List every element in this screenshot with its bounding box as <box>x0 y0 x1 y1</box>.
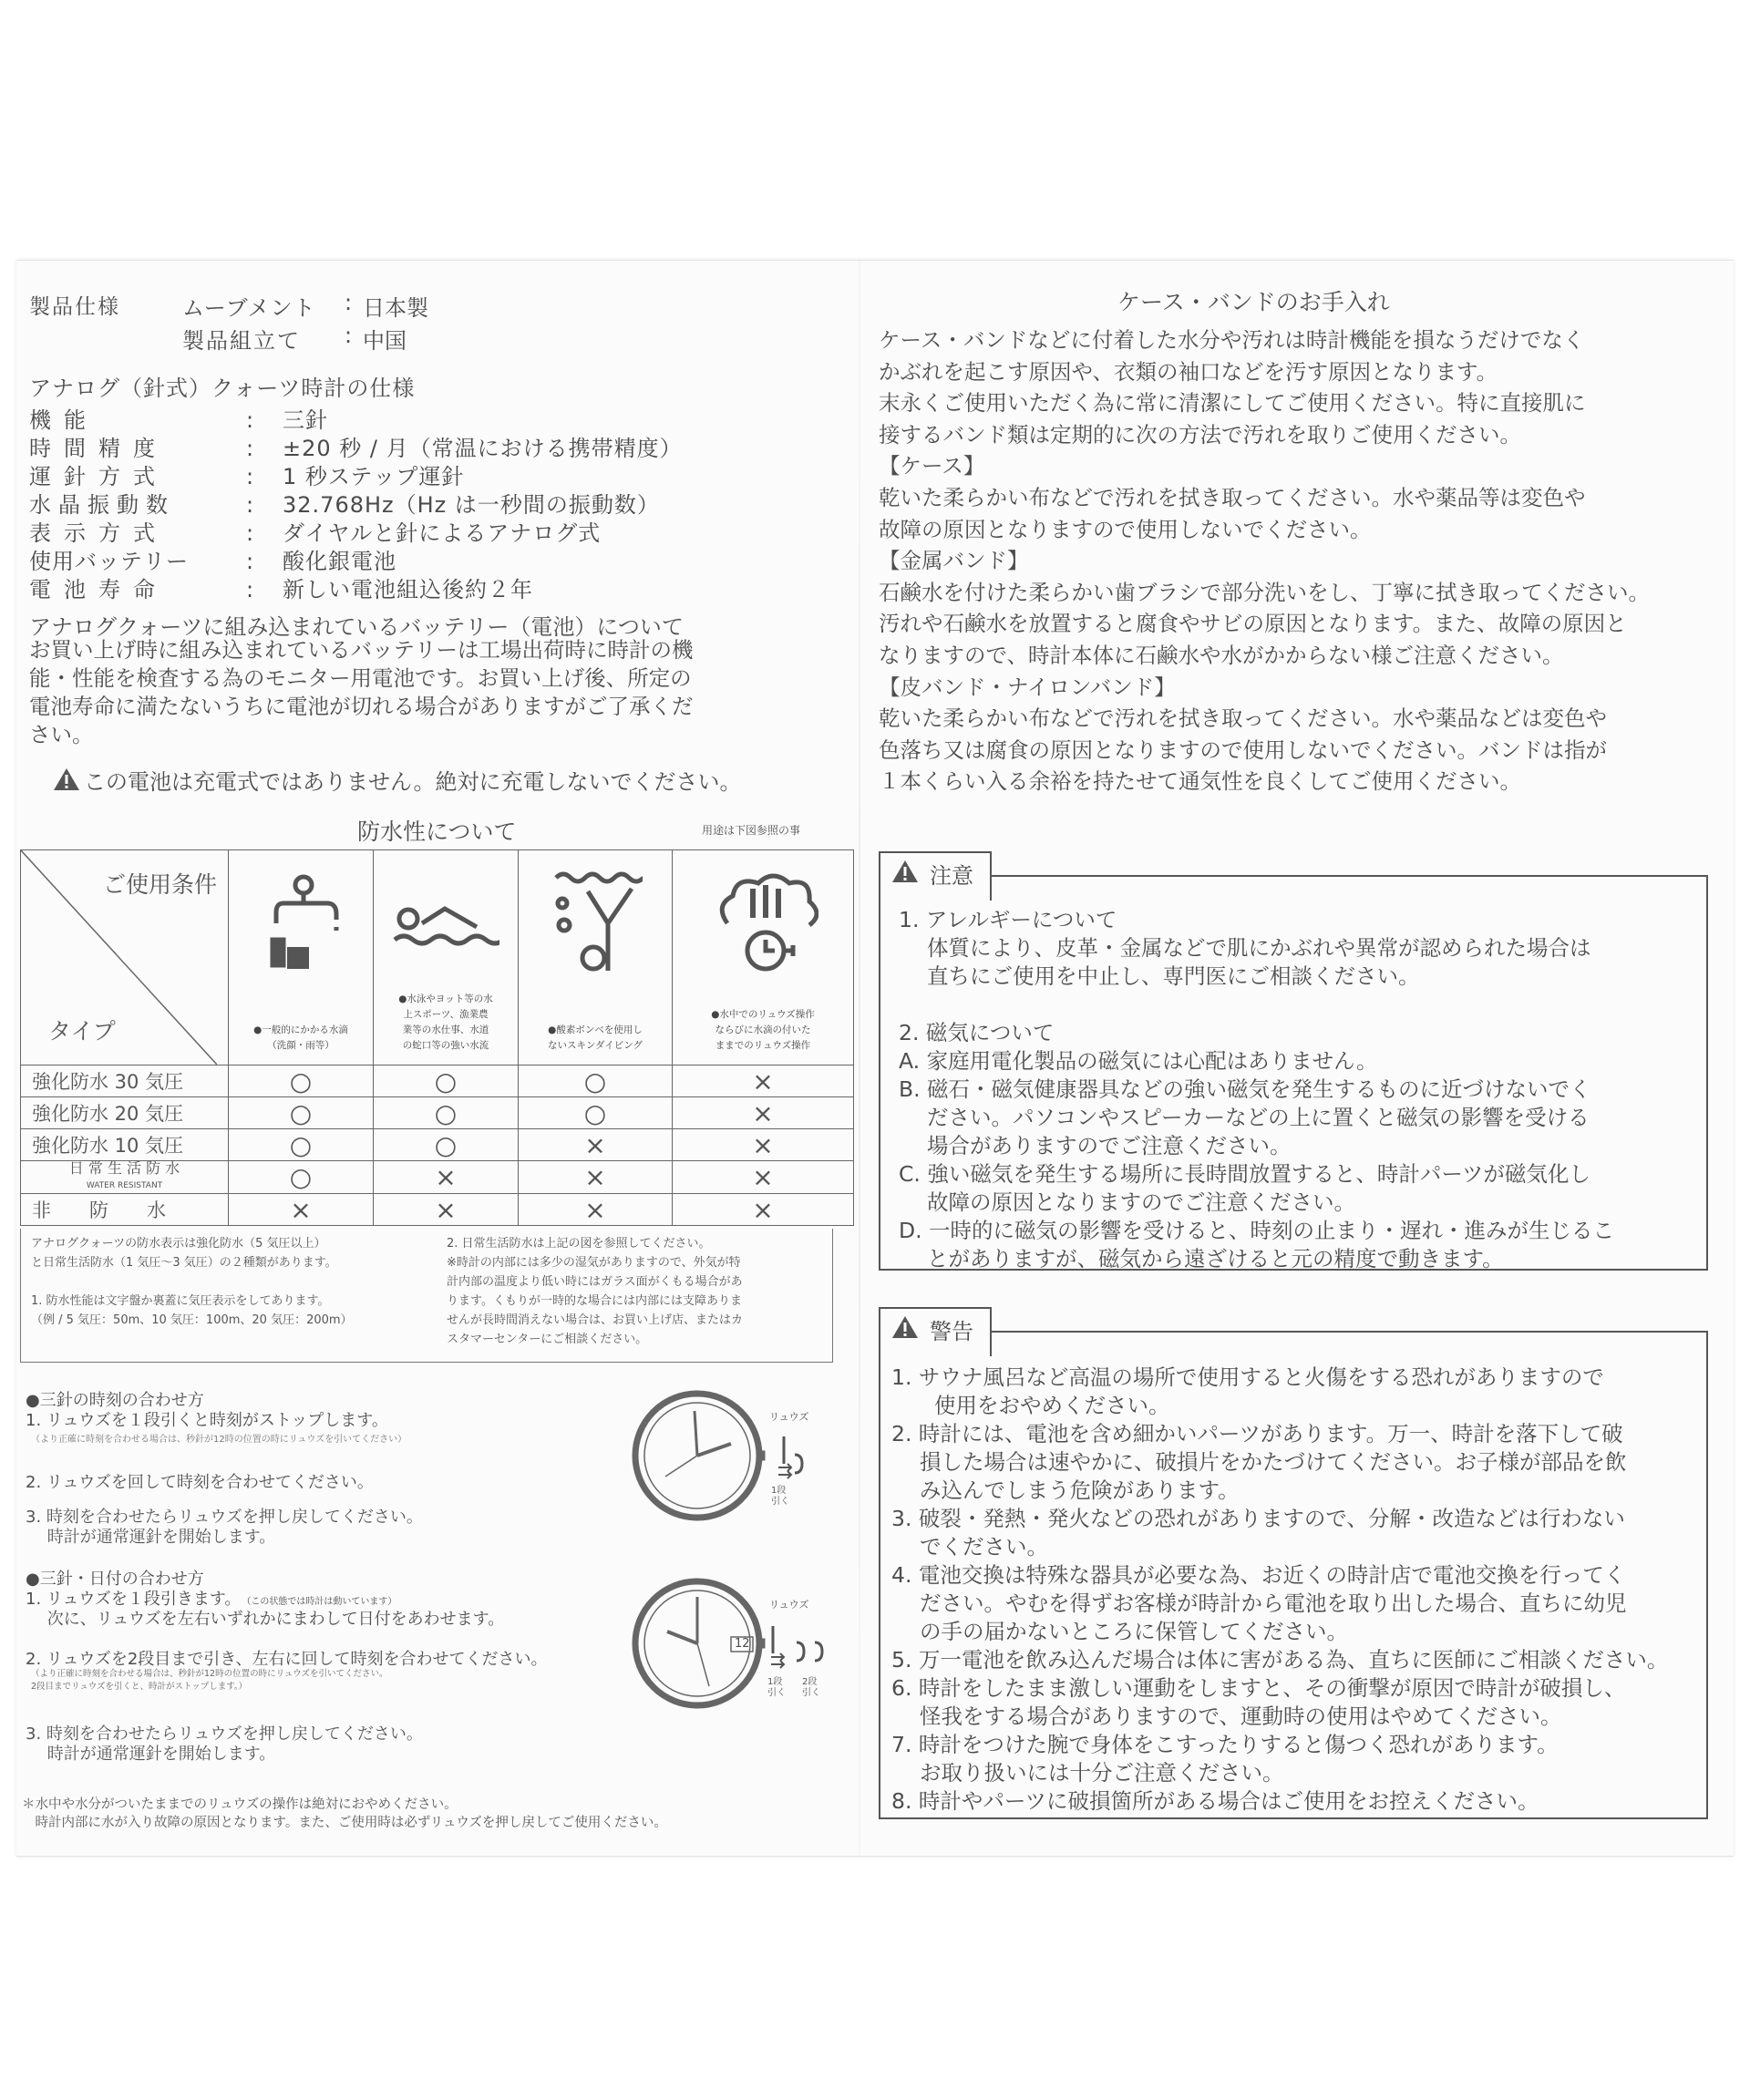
mark-cell: ○ <box>229 1097 374 1129</box>
battery-note-title: アナログクォーツに組み込まれているバッテリー（電池）について <box>29 614 684 640</box>
header-cell <box>229 850 374 1065</box>
movement-value: 日本製 <box>363 295 428 321</box>
mark-cell: × <box>673 1097 854 1129</box>
assembly-label: 製品組立て <box>182 328 301 354</box>
crown-pull-icon <box>769 1617 842 1675</box>
condition-caption: ●水中でのリュウズ操作 ならびに水滴の付いた ままでのリュウズ操作 <box>711 1009 815 1051</box>
crown-footnote: ＊水中や水分がついたままでのリュウズの操作は絶対におやめください。 時計内部に水が入り故障の原因となります。また、ご使用時は必ずリュウズを押し戻してご使用ください。 <box>22 1797 667 1830</box>
clock-diagram-1 <box>629 1387 766 1528</box>
mark-cell: × <box>673 1194 854 1226</box>
sheet-fold <box>859 260 860 1855</box>
spec-label: 製品仕様 <box>29 295 120 319</box>
header-condition: ご使用条件 <box>102 871 217 898</box>
condition-caption: ●水泳やヨット等の水 上スポーツ、漁業農 業等の水仕事、水道 の蛇口等の強い水流 <box>398 993 493 1051</box>
water-title: 防水性について <box>357 818 517 845</box>
mark-cell: × <box>519 1194 673 1226</box>
colon: : <box>345 290 353 315</box>
set-date-step1-note: （この状態では時計は動いています） <box>246 1597 397 1607</box>
pull-two-steps: 2段 引く <box>802 1677 820 1698</box>
spec-row: 運針方式 : 1 秒ステップ運針 <box>29 458 464 490</box>
type-label: 非 防 水 <box>21 1194 229 1226</box>
type-label: 強化防水 30 気圧 <box>21 1065 229 1097</box>
mark-cell: ○ <box>229 1129 374 1161</box>
set-date-step1-main: 1. リュウズを１段引きます。 <box>26 1590 242 1609</box>
mark-cell: × <box>519 1161 673 1194</box>
mark-cell: × <box>673 1065 854 1097</box>
water-notes-left: アナログクォーツの防水表示は強化防水（5 気圧以上） と日常生活防水（1 気圧〜3 気圧）の２種類があります。 1. 防水性能は文字盤か裏蓋に気圧表示をしてあります。 （例 / 5 気圧：50m、10 気圧：100m、20 気圧：200m） <box>31 1237 353 1327</box>
mark-cell: ○ <box>229 1065 374 1097</box>
mark-cell: × <box>374 1161 519 1194</box>
table-row <box>21 1097 854 1129</box>
table-row <box>21 1194 854 1226</box>
battery-warning-text: この電池は充電式ではありません。絶対に充電しないでください。 <box>84 769 742 795</box>
pull-one-step: 1段 引く <box>771 1486 789 1507</box>
set-date-step3: 3. 時刻を合わせたらリュウズを押し戻してください。 時計が通常運針を開始します。 <box>26 1724 423 1764</box>
crown-label: リュウズ <box>769 1599 809 1611</box>
spec-row: 時間精度 : ±20 秒 / 月（常温における携帯精度） <box>29 430 683 462</box>
spec-key: 表示方式 <box>29 520 168 546</box>
header-cell <box>519 850 673 1065</box>
set-time-title: ●三針の時刻の合わせ方 <box>26 1391 204 1410</box>
assembly-value: 中国 <box>363 328 407 354</box>
mark-cell: × <box>374 1194 519 1226</box>
warning-icon <box>53 767 80 797</box>
spec-key: 時間精度 <box>29 436 168 461</box>
set-date-title: ●三針・日付の合わせ方 <box>26 1570 204 1589</box>
type-label-sub: WATER RESISTANT <box>86 1181 163 1190</box>
warning-icon <box>891 1309 919 1354</box>
set-date-step2: 2. リュウズを2段目まで引き、左右に回して時刻を合わせてください。 <box>26 1650 548 1669</box>
table-row <box>21 1129 854 1161</box>
date-window: 12 <box>735 1637 750 1651</box>
battery-warning <box>53 764 741 797</box>
warning-icon <box>891 853 919 899</box>
swimmer-icon <box>390 896 499 954</box>
set-time-step2: 2. リュウズを回して時刻を合わせてください。 <box>26 1473 374 1492</box>
caution-body: 1. アレルギーについて 体質により、皮革・金属などで肌にかぶれや異常が認められた場合は 直ちにご使用を中止し、専門医にご相談ください。 2. 磁気について A. 家庭用電化製品の磁気には心配はありません。 B. 磁石・磁気健康器具などの強い磁気を発生するものに近づけないでく ださい。パソコンやスピーカーなどの上に置くと磁気の影響を受ける 場合がありますのでご注意ください。 C. 強い磁気を発生する場所に長時間放置すると、時計パーツが磁気化し 故障の原因となりますのでご注意ください。 D. 一時的に磁気の影響を受けると、時刻の止まり・遅れ・進みが生じるこ とがありますが、磁気から遠ざけると元の精度で動きます。 <box>899 907 1615 1271</box>
mark-cell: ○ <box>374 1097 519 1129</box>
condition-caption: ●酸素ボンベを使用し ないスキンダイビング <box>547 1024 643 1051</box>
spec-value: ダイヤルと針によるアナログ式 <box>283 520 602 546</box>
care-body: ケース・バンドなどに付着した水分や汚れは時計機能を損なうだけでなく かぶれを起こす原因や、衣類の袖口などを汚す原因となります。 末永くご使用いただく為に常に清潔にしてご使用ください。特に直接肌に 接するバンド類は定期的に次の方法で汚れを取りご使用ください。 【ケース】 乾いた柔らかい布などで汚れを拭き取ってください。水や薬品等は変色や 故障の原因となりますので使用しないでください。 【金属バンド】 石鹸水を付けた柔らかい歯ブラシで部分洗いをし、丁寧に拭き取ってください。 汚れや石鹸水を放置すると腐食やサビの原因となります。また、故障の原因と なりますので、時計本体に石鹸水や水がかからない様ご注意ください。 【皮バンド・ナイロンバンド】 乾いた柔らかい布などで汚れを拭き取ってください。水や薬品などは変色や 色落ち又は腐食の原因となりますので使用しないでください。バンドは指が １本くらい入る余裕を持たせて通気性を良くしてご使用ください。 <box>879 327 1650 795</box>
set-time-step3: 3. 時刻を合わせたらリュウズを押し戻してください。 時計が通常運針を開始します。 <box>26 1508 423 1547</box>
mark-cell: ○ <box>519 1065 673 1097</box>
set-date-step1b: 次に、リュウズを左右いずれかにまわして日付をあわせます。 <box>26 1610 505 1629</box>
water-note: 用途は下図参照の事 <box>702 824 801 837</box>
pull-one-step: 1段 引く <box>767 1677 786 1698</box>
spec-value: 三針 <box>283 407 328 433</box>
mark-cell: × <box>519 1129 673 1161</box>
spec-key: 運針方式 <box>29 464 168 489</box>
type-label <box>21 1161 229 1194</box>
set-time-step1: 1. リュウズを１段引くと時刻がストップします。 <box>26 1411 388 1430</box>
diver-icon <box>551 869 643 982</box>
type-label: 強化防水 10 気圧 <box>21 1129 229 1161</box>
spec-value: 新しい電池組込後約２年 <box>283 577 533 602</box>
warning-tab <box>879 1307 992 1356</box>
type-label-main: 日 常 生 活 防 水 <box>68 1159 180 1177</box>
spec-value: 32.768Hz（Hz は一秒間の振動数） <box>283 492 660 518</box>
header-cell <box>374 850 519 1065</box>
colon: : <box>345 323 353 348</box>
type-label: 強化防水 20 気圧 <box>21 1097 229 1129</box>
underwater-crown-icon <box>709 869 818 982</box>
condition-caption: ●一般的にかかる水滴 （洗顔・雨等） <box>253 1024 348 1051</box>
spec-row: 電池寿命 : 新しい電池組込後約２年 <box>29 571 533 603</box>
caution-title: 注意 <box>930 863 973 889</box>
mark-cell: × <box>673 1161 854 1194</box>
mark-cell: ○ <box>229 1161 374 1194</box>
crown-pull-icon <box>777 1427 813 1486</box>
table-header-row <box>21 850 854 1065</box>
spec-key: 電池寿命 <box>29 577 168 602</box>
care-title: ケース・バンドのお手入れ <box>1117 289 1390 315</box>
warning-title: 警告 <box>930 1319 973 1344</box>
header-type: タイプ <box>48 1018 116 1045</box>
spec-value: 1 秒ステップ運針 <box>283 464 465 489</box>
crown-label: リュウズ <box>769 1411 809 1423</box>
mark-cell: × <box>229 1194 374 1226</box>
table-row <box>21 1161 854 1194</box>
spec-row: 機能 : 三針 <box>29 402 328 434</box>
mark-cell: × <box>673 1129 854 1161</box>
battery-note-body: お買い上げ時に組み込まれているバッテリーは工場出荷時に時計の機 能・性能を検査する為のモニター用電池です。お買い上げ後、所定の 電池寿命に満たないうちに電池が切れる場合がありますがご了承くだ さい。 <box>29 637 694 747</box>
spec-key: 使用バッテリー <box>29 549 189 574</box>
warning-body: 1. サウナ風呂など高温の場所で使用すると火傷をする恐れがありますので 使用をおやめください。 2. 時計には、電池を含め細かいパーツがあります。万一、時計を落下して破 損した場合は速やかに、破損片をかたづけてください。お子様が部品を飲 み込んでしまう危険があります。 3. 破裂・発熱・発火などの恐れがありますので、分解・改造などは行わない でください。 4. 電池交換は特殊な器具が必要な為、お近くの時計店で電池交換を行ってく ださい。やむを得ずお客様が時計から電池を取り出した場合、直ちに幼児 の手の届かないところに保管してください。 5. 万一電池を飲み込んだ場合は体に害がある為、直ちに医師にご相談ください。 6. 時計をしたまま激しい運動をしますと、その衝撃が原因で時計が破損し、 怪我をする場合がありますので、運動時の使用はやめてください。 7. 時計をつけた腕で身体をこすったりすると傷つく恐れがあります。 お取り扱いには十分ご注意ください。 8. 時計やパーツに破損箇所がある場合はご使用をお控えください。 <box>891 1364 1669 1814</box>
spec-key: 機能 <box>29 407 98 433</box>
header-cell <box>673 850 854 1065</box>
table-row <box>21 1065 854 1097</box>
set-time-step1-note: （より正確に時刻を合わせる場合は、秒針が12時の位置の時にリュウズを引いてください） <box>31 1435 407 1445</box>
spec-row: 水晶振動数 : 32.768Hz（Hz は一秒間の振動数） <box>29 487 660 519</box>
mark-cell: ○ <box>374 1129 519 1161</box>
movement-label: ムーブメント <box>182 295 316 321</box>
analog-spec-title: アナログ（針式）クォーツ時計の仕様 <box>29 376 416 401</box>
spec-key: 水晶振動数 <box>29 492 175 518</box>
spec-value: 酸化銀電池 <box>283 549 396 574</box>
mark-cell: ○ <box>374 1065 519 1097</box>
caution-tab <box>879 851 992 901</box>
faucet-icon <box>256 869 347 982</box>
set-date-step2-note: （より正確に時刻を合わせる場合は、秒針が12時の位置の時にリュウズを引いてください。 2段目までリュウズを引くと、時計がストップします。） <box>31 1669 388 1692</box>
water-resistance-table <box>20 849 854 1226</box>
spec-value: ±20 秒 / 月（常温における携帯精度） <box>283 436 683 461</box>
water-notes-right: 2. 日常生活防水は上記の図を参照してください。 ※時計の内部には多少の湿気がありますので、外気が特 計内部の温度より低い時にはガラス面がくもる場合があ ります。くもりが一時的な場合には内部には支障ありま せんが長時間消えない場合は、お買い上げ店、またはカ スタマーセンターにご相談ください。 <box>447 1237 744 1346</box>
mark-cell: ○ <box>519 1097 673 1129</box>
spec-row: 使用バッテリー : 酸化銀電池 <box>29 543 396 575</box>
spec-row: 表示方式 : ダイヤルと針によるアナログ式 <box>29 515 601 547</box>
header-cell <box>21 850 229 1065</box>
